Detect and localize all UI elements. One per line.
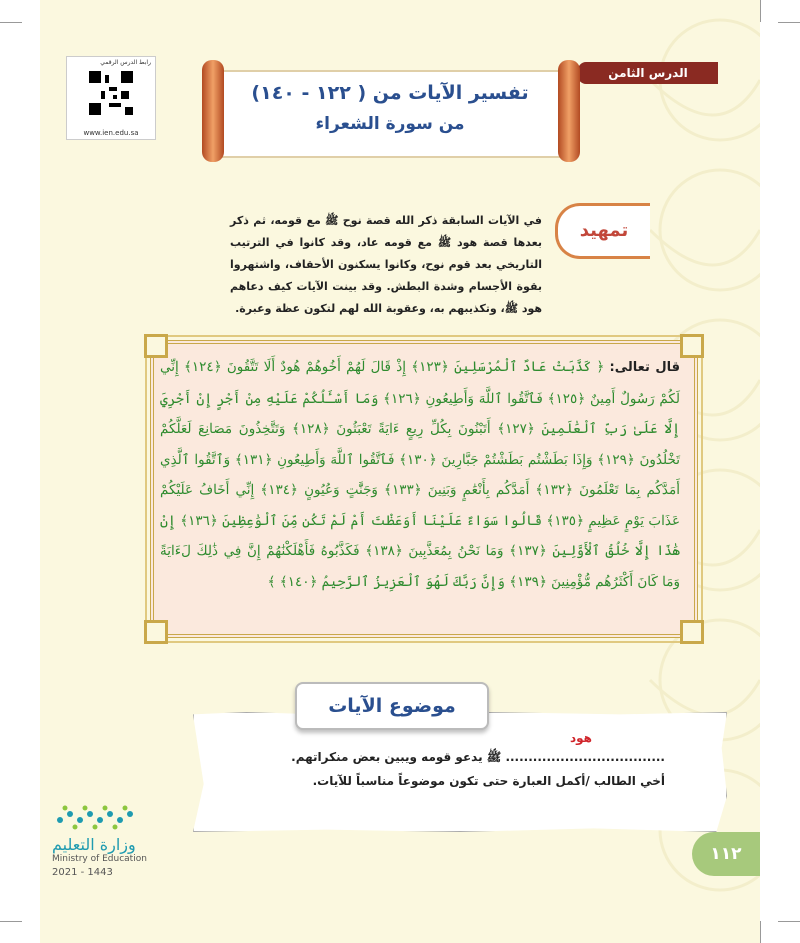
frame-corner [680,620,704,644]
crop-mark [778,22,800,23]
ministry-year: 2021 - 1443 [52,867,113,878]
scroll-roll-right [558,60,580,162]
frame-corner [680,334,704,358]
quran-verses [160,352,680,597]
crop-mark [0,22,22,23]
qr-code-icon [89,71,133,115]
crop-mark [760,0,761,22]
ministry-dots-icon [50,800,160,834]
ministry-name-en: Ministry of Education [52,854,147,864]
topic-answer: هود [570,731,593,745]
intro-text: في الآيات السابقة ذكر الله قصة نوح ﷺ مع قومه، ثم ذكر بعدها قصة هود ﷺ مع قومه عاد، وقد كانوا في الترتيب التاريخي بعد قوم نوح، وكانوا يسكنون الأحقاف، واشتهروا بقوة الأجسام وشدة البطش. وقد بينت الآيات كيف دعاهم هود ﷺ، وتكذيبهم به، وعقوبة الله لهم لتكون عظة وعبرة. [230,214,542,315]
topic-box [193,712,727,832]
qr-url[interactable]: www.ien.edu.sa [83,129,139,137]
topic-fill-line[interactable]: ................................... ﷺ يدعو قومه ويبين بعض منكراتهم. [291,750,665,764]
qr-code-box[interactable] [66,56,156,140]
quran-verse-text: ﴿ كَذَّبَتْ عَادٌ ٱلْمُرْسَلِينَ ﴿١٢٣﴾ إِذْ قَالَ لَهُمْ أَخُوهُمْ هُودٌ أَلَا تَتَّقُونَ ﴿١٢٤﴾ إِنِّي لَكُمْ رَسُولٌ أَمِينٌ ﴿١٢٥﴾ فَٱتَّقُوا ٱللَّهَ وَأَطِيعُونِ ﴿١٢٦﴾ وَمَا أَسْـَٔلُكُمْ عَلَيْهِ مِنْ أَجْرٍ إِنْ أَجْرِيَ إِلَّا عَلَىٰ رَبِّ ٱلْعَٰلَمِينَ ﴿١٢٧﴾ أَتَبْنُونَ بِكُلِّ رِيعٍ ءَايَةً تَعْبَثُونَ ﴿١٢٨﴾ وَتَتَّخِذُونَ مَصَانِعَ لَعَلَّكُمْ تَخْلُدُونَ ﴿١٢٩﴾ وَإِذَا بَطَشْتُم بَطَشْتُمْ جَبَّارِينَ ﴿١٣٠﴾ فَٱتَّقُوا ٱللَّهَ وَأَطِيعُونِ ﴿١٣١﴾ وَٱتَّقُوا ٱلَّذِي أَمَدَّكُم بِمَا تَعْلَمُونَ ﴿١٣٢﴾ أَمَدَّكُم بِأَنْعَٰمٍ وَبَنِينَ ﴿١٣٣﴾ وَجَنَّٰتٍ وَعُيُونٍ ﴿١٣٤﴾ إِنِّي أَخَافُ عَلَيْكُمْ عَذَابَ يَوْمٍ عَظِيمٍ ﴿١٣٥﴾ قَالُوا سَوَاءٌ عَلَيْنَا أَوَعَظْتَ أَمْ لَمْ تَكُن مِّنَ ٱلْوَٰعِظِينَ ﴿١٣٦﴾ إِنْ هَٰذَا إِلَّا خُلُقُ ٱلْأَوَّلِينَ ﴿١٣٧﴾ وَمَا نَحْنُ بِمُعَذَّبِينَ ﴿١٣٨﴾ فَكَذَّبُوهُ فَأَهْلَكْنَٰهُمْ إِنَّ فِي ذَٰلِكَ لَءَايَةً وَمَا كَانَ أَكْثَرُهُم مُّؤْمِنِينَ ﴿١٣٩﴾ وَإِنَّ رَبَّكَ لَهُوَ ٱلْعَزِيزُ ٱلرَّحِيمُ ﴿١٤٠﴾ ﴾ [160,359,681,590]
crop-mark [0,921,22,922]
crop-mark [778,921,800,922]
scroll-roll-left [202,60,224,162]
intro-label: تمهيد [555,203,650,259]
ministry-logo [50,800,180,880]
frame-corner [144,620,168,644]
topic-label: موضوع الآيات [295,682,489,730]
lesson-tag: الدرس الثامن [578,62,718,84]
quran-intro: قال تعالى: [609,360,680,375]
page-number: ١١٢ [692,832,760,876]
ministry-name-ar: وزارة التعليم [52,835,136,854]
topic-instruction: أخي الطالب /أكمل العبارة حتى تكون موضوعاً مناسباً للآيات. [312,774,665,788]
lesson-subtitle: من سورة الشعراء [315,114,465,134]
qr-label: رابط الدرس الرقمي [100,59,151,66]
lesson-title: تفسير الآيات من ( ١٢٢ - ١٤٠) [251,82,529,104]
crop-mark [760,921,761,943]
